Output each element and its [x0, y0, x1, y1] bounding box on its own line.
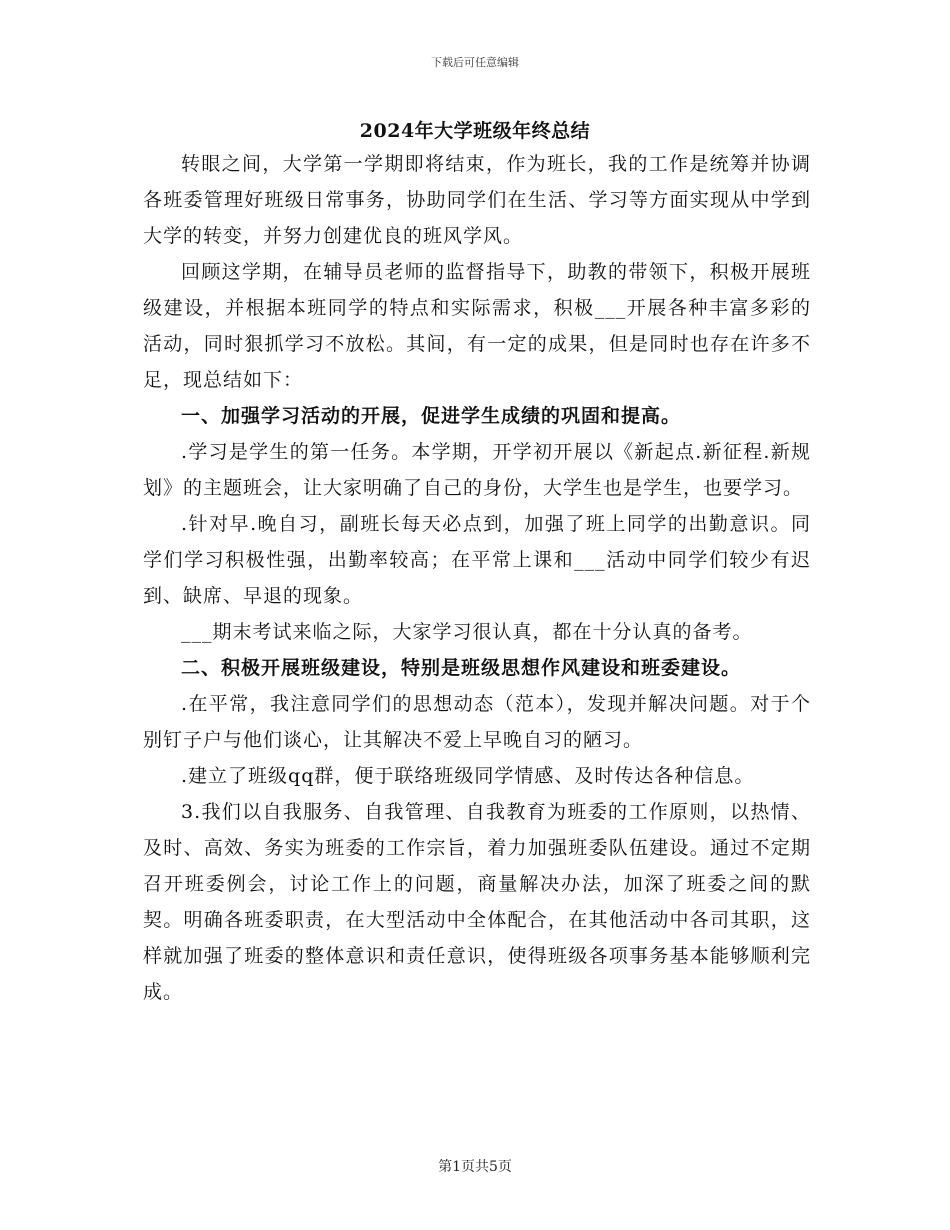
section-heading-study: 一、加强学习活动的开展，促进学生成绩的巩固和提高。 — [181, 405, 682, 427]
paragraph-building-3: 3.我们以自我服务、自我管理、自我教育为班委的工作原则，以热情、及时、高效、务实为班委的工作宗旨，着力加强班委队伍建设。通过不定期召开班委例会，讨论工作上的问题，商量解决办法，加深了班委之间的默契。明确各班委职责，在大型活动中全体配合，在其他活动中各司其职，这样就加强了班委的整体意识和责任意识，使得班级各项事务基本能够顺利完成。 — [143, 801, 811, 1003]
page-number: 第1页共5页 — [438, 1159, 512, 1175]
paragraph-study-3: ___期末考试来临之际，大家学习很认真，都在十分认真的备考。 — [181, 621, 753, 643]
paragraph-review: 回顾这学期，在辅导员老师的监督指导下，助教的带领下，积极开展班级建设，并根据本班同学的特点和实际需求，积极___开展各种丰富多彩的活动，同时狠抓学习不放松。其间，有一定的成果，但是同时也存在许多不足，现总结如下： — [143, 261, 811, 391]
paragraph-building-2: .建立了班级qq群，便于联络班级同学情感、及时传达各种信息。 — [181, 765, 755, 787]
document-body — [143, 146, 811, 1010]
document-title: 2024年大学班级年终总结 — [359, 120, 591, 142]
paragraph-study-1: .学习是学生的第一任务。本学期，开学初开展以《新起点.新征程.新规划》的主题班会，让大家明确了自己的身份，大学生也是学生，也要学习。 — [143, 441, 811, 499]
paragraph-study-2: .针对早.晚自习，副班长每天必点到，加强了班上同学的出勤意识。同学们学习积极性强，出勤率较高；在平常上课和___活动中同学们较少有迟到、缺席、早退的现象。 — [143, 513, 811, 607]
paragraph-building-1: .在平常，我注意同学们的思想动态（范本），发现并解决问题。对于个别钉子户与他们谈心，让其解决不爱上早晚自习的陋习。 — [143, 693, 811, 751]
header-note: 下载后可任意编辑 — [431, 56, 519, 69]
paragraph-intro: 转眼之间，大学第一学期即将结束，作为班长，我的工作是统筹并协调各班委管理好班级日常事务，协助同学们在生活、学习等方面实现从中学到大学的转变，并努力创建优良的班风学风。 — [143, 153, 811, 247]
section-heading-class-building: 二、积极开展班级建设，特别是班级思想作风建设和班委建设。 — [181, 657, 742, 679]
